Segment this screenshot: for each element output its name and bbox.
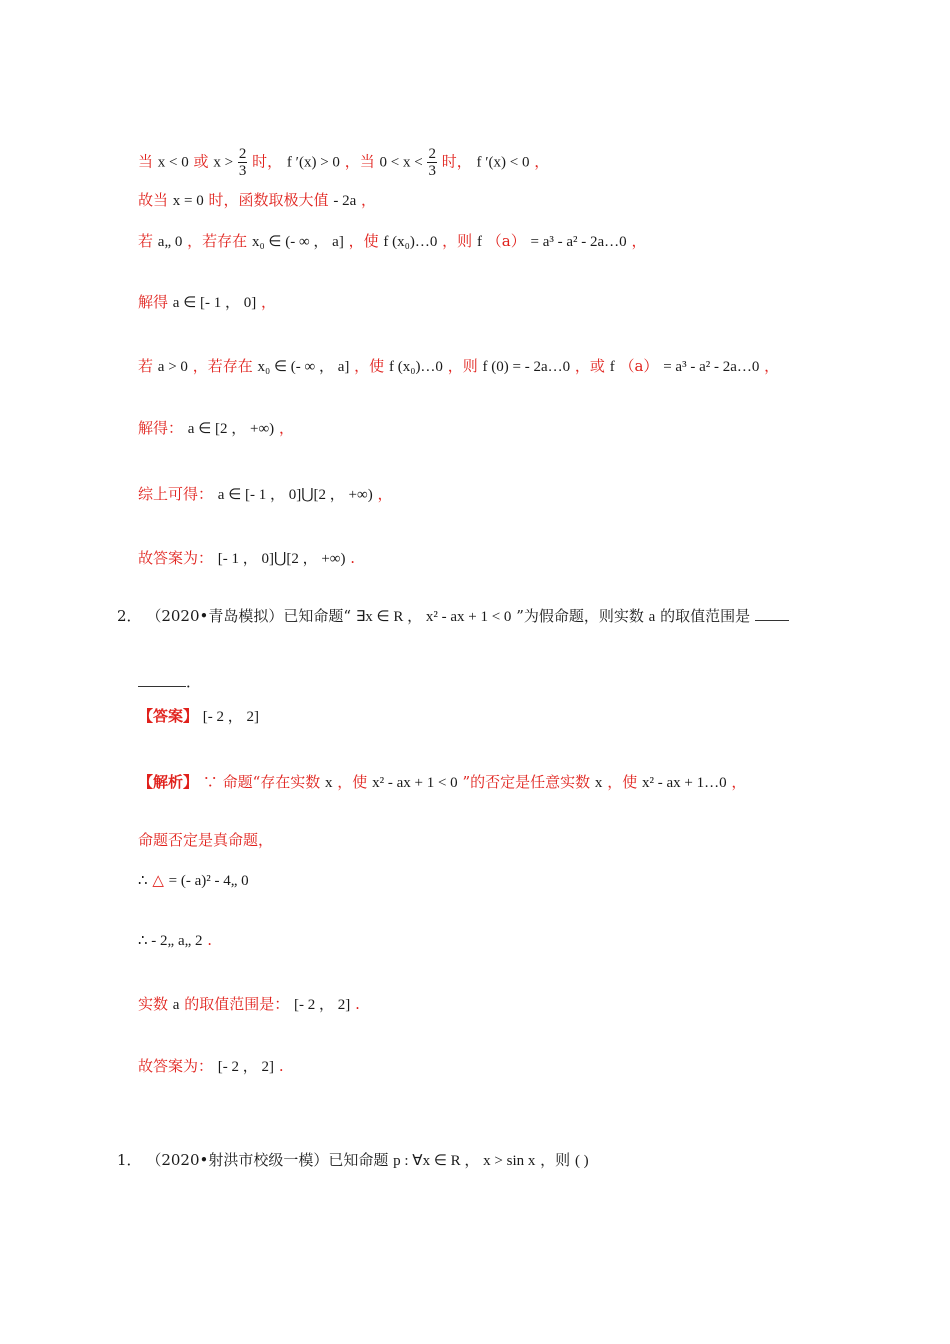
- text: ，: [361, 191, 377, 209]
- math-expr: x = 0: [172, 193, 204, 209]
- text: 解得: [138, 293, 169, 311]
- text: 或: [193, 152, 209, 171]
- text: ，当: [344, 152, 375, 171]
- text: ∵ 命题“存在实数: [202, 773, 321, 791]
- text: ，: [631, 232, 647, 250]
- math-expr: x₀ ∈ (- ∞ ， a]: [251, 234, 344, 250]
- math-expr: [- 2 ， 2]: [202, 709, 260, 725]
- solution-line-1: [138, 146, 549, 179]
- math-expr: [- 1 ， 0]⋃[2 ， +∞): [217, 551, 346, 567]
- math-expr: = (- a)² - 4„ 0: [168, 873, 249, 889]
- math-expr: ∴ - 2„ a„ 2: [138, 933, 203, 949]
- text: ”的否定是任意实数: [462, 773, 591, 791]
- text: 若: [138, 232, 154, 250]
- text: ，: [261, 293, 277, 311]
- question-source: （2020•射洪市校级一模）已知命题: [146, 1151, 389, 1169]
- text: 的取值范围是: [660, 607, 751, 625]
- fraction-numerator: 2: [238, 146, 247, 162]
- math-expr: f: [476, 234, 482, 250]
- math-expr: x >: [213, 154, 234, 171]
- text: ，: [534, 152, 550, 171]
- math-expr: ∴: [138, 873, 148, 889]
- analysis-line-1: [138, 772, 746, 793]
- solution-line-5: [138, 356, 779, 377]
- text: 故答案为：: [138, 549, 214, 567]
- fraction-denominator: 3: [428, 163, 436, 179]
- analysis-line-6: [138, 1056, 284, 1077]
- math-expr: a: [172, 997, 180, 1013]
- text: ，若存在: [187, 232, 248, 250]
- answer-blank: [138, 672, 186, 687]
- question-2-blank-cont: [138, 672, 201, 692]
- text: 时，: [441, 152, 472, 171]
- text: ，使: [354, 357, 385, 375]
- math-expr: x² - ax + 1 < 0: [372, 775, 458, 791]
- text: ，若存在: [192, 357, 253, 375]
- math-expr: f (x₀)…0: [383, 234, 438, 250]
- text: ，使: [337, 773, 368, 791]
- math-expr: f (0) = - 2a…0: [482, 359, 571, 375]
- text: .: [207, 931, 213, 949]
- fraction-denominator: 3: [238, 163, 247, 179]
- math-expr: a: [648, 609, 656, 625]
- text: .: [350, 549, 356, 567]
- math-expr: a ∈ [2 ， +∞): [187, 421, 275, 437]
- solution-line-7: [138, 484, 393, 505]
- math-expr: f: [609, 359, 615, 375]
- analysis-tag: 【解析】: [138, 773, 199, 791]
- text: ，则: [442, 232, 473, 250]
- question-number: 2．: [117, 607, 142, 625]
- fraction-numerator: 2: [428, 146, 436, 162]
- text: 故答案为：: [138, 1057, 214, 1075]
- text: 故当: [138, 191, 169, 209]
- text: ，使: [607, 773, 638, 791]
- math-expr: = a³ - a² - 2a…0: [530, 234, 627, 250]
- text: 时，: [252, 152, 283, 171]
- math-expr: x < 0: [157, 154, 189, 171]
- text: ，: [278, 419, 294, 437]
- text: 解得：: [138, 419, 184, 437]
- fraction: [427, 146, 437, 179]
- text: 当: [138, 152, 154, 171]
- question-source: （2020•青岛模拟）已知命题“: [146, 607, 352, 625]
- answer-tag: 【答案】: [138, 707, 199, 725]
- text: 实数: [138, 995, 169, 1013]
- analysis-line-3: [138, 870, 249, 891]
- analysis-line-4: [138, 930, 212, 951]
- math-expr: ∃x ∈ R ， x² - ax + 1 < 0: [355, 609, 512, 625]
- text: .: [278, 1057, 284, 1075]
- math-expr: x² - ax + 1…0: [641, 775, 727, 791]
- math-expr: x: [325, 775, 333, 791]
- answer-blank: [755, 606, 789, 621]
- math-expr: a ∈ [- 1 ， 0]⋃[2 ， +∞): [217, 487, 373, 503]
- math-expr: a„ 0: [157, 234, 183, 250]
- math-expr: x₀ ∈ (- ∞ ， a]: [257, 359, 350, 375]
- answer-parentheses: ( ): [574, 1153, 589, 1169]
- text: .: [355, 995, 360, 1013]
- math-expr: = a³ - a² - 2a…0: [663, 359, 760, 375]
- math-expr: f ′(x) > 0: [286, 154, 340, 171]
- math-expr: x: [594, 775, 603, 791]
- fraction: [238, 146, 248, 179]
- text: ，或: [574, 357, 605, 375]
- text: （a）: [486, 232, 526, 250]
- solution-line-3: [138, 231, 646, 252]
- math-expr: - 2a: [333, 193, 357, 209]
- math-expr: [- 2 ， 2]: [217, 1059, 275, 1075]
- math-expr: a ∈ [- 1 ， 0]: [172, 295, 257, 311]
- solution-line-2: [138, 190, 376, 211]
- solution-line-4: [138, 292, 276, 313]
- question-2: [117, 606, 789, 627]
- solution-line-6: [138, 418, 294, 439]
- text: 综上可得：: [138, 485, 214, 503]
- math-expr: f ′(x) < 0: [476, 154, 530, 171]
- text: ，则: [540, 1151, 571, 1169]
- math-expr: a > 0: [157, 359, 188, 375]
- triangle-symbol: △: [152, 871, 164, 889]
- analysis-line-5: [138, 994, 360, 1015]
- text: ，: [731, 773, 747, 791]
- answer-line: [138, 706, 259, 727]
- text: 若: [138, 357, 154, 375]
- text: ，则: [447, 357, 478, 375]
- text: ”为假命题，则实数: [516, 607, 644, 625]
- analysis-line-2: 命题否定是真命题，: [138, 831, 274, 849]
- solution-line-8: [138, 548, 355, 569]
- question-1: [117, 1150, 589, 1171]
- text: （a）: [619, 357, 659, 375]
- text: ，使: [348, 232, 379, 250]
- math-expr: p : ∀x ∈ R ， x > sin x: [393, 1153, 536, 1169]
- question-number: 1．: [117, 1151, 142, 1169]
- math-expr: 0 < x <: [379, 154, 423, 171]
- text: ，: [377, 485, 393, 503]
- text: 时，函数取极大值: [208, 191, 329, 209]
- text: ．: [186, 673, 202, 691]
- math-expr: f (x₀)…0: [388, 359, 443, 375]
- text: 的取值范围是：: [184, 995, 290, 1013]
- text: ，: [764, 357, 780, 375]
- math-expr: [- 2 ， 2]: [294, 997, 351, 1013]
